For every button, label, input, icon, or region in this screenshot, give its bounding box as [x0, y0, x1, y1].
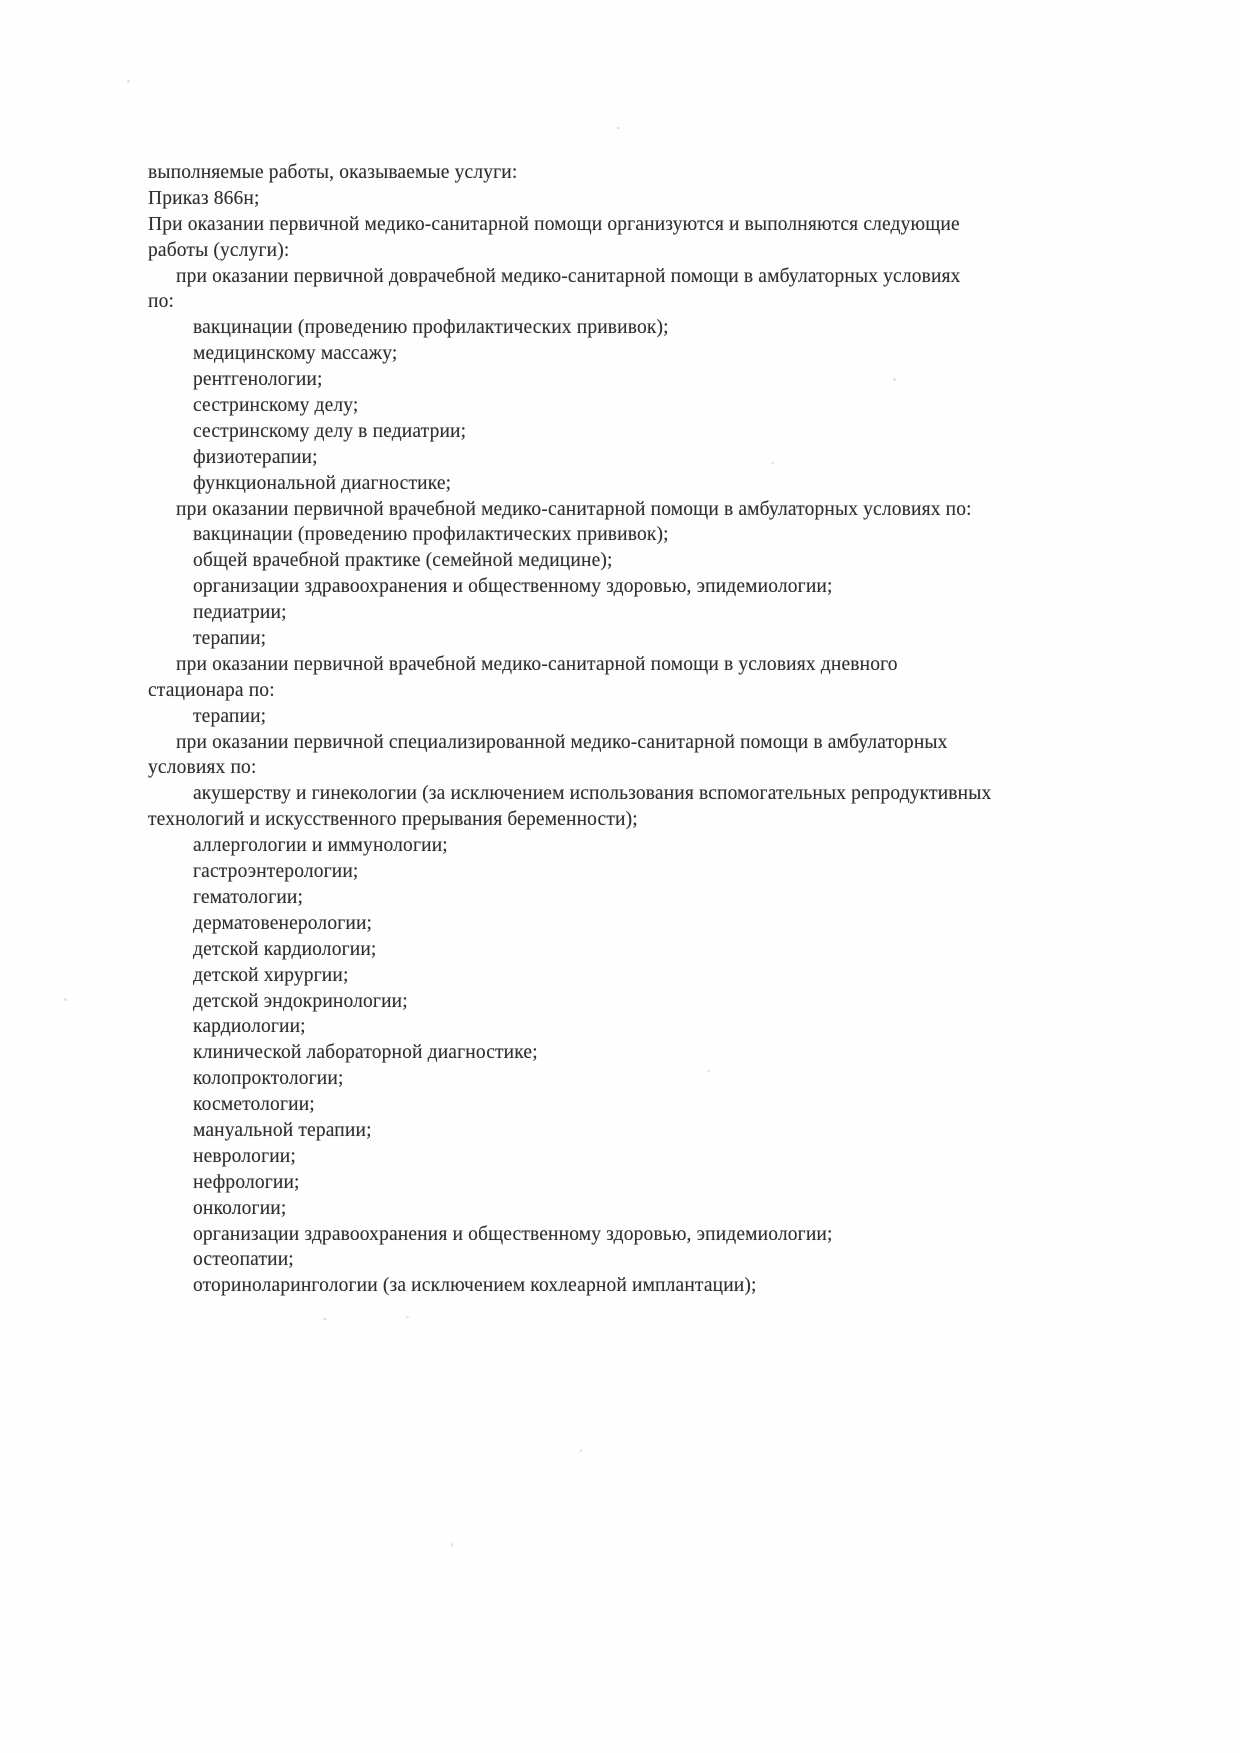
scan-artifact	[127, 80, 130, 83]
document-line: медицинскому массажу;	[193, 343, 398, 365]
document-line: сестринскому делу;	[193, 395, 359, 417]
document-line: организации здравоохранения и общественному здоровью, эпидемиологии;	[193, 1223, 833, 1245]
document-line: вакцинации (проведению профилактических прививок);	[193, 524, 669, 546]
document-line: организации здравоохранения и общественному здоровью, эпидемиологии;	[193, 576, 833, 598]
document-line: нефрологии;	[193, 1171, 300, 1193]
document-line: онкологии;	[193, 1197, 287, 1219]
scan-artifact	[771, 462, 774, 464]
document-line: рентгенологии;	[193, 369, 323, 391]
document-line: колопроктологии;	[193, 1068, 344, 1090]
document-line: общей врачебной практике (семейной медицине);	[193, 550, 613, 572]
document-line: сестринскому делу в педиатрии;	[193, 420, 467, 442]
document-line: при оказании первичной доврачебной медико-санитарной помощи в амбулаторных условиях	[176, 265, 961, 287]
document-line: физиотерапии;	[193, 446, 318, 468]
document-line: работы (услуги):	[148, 239, 290, 261]
document-line: функциональной диагностике;	[193, 472, 452, 494]
scan-artifact	[406, 1316, 409, 1318]
document-text-block	[148, 160, 1210, 1299]
document-line: остеопатии;	[193, 1249, 294, 1271]
document-line: гематологии;	[193, 886, 304, 908]
document-line: дерматовенерологии;	[193, 912, 373, 934]
document-line: педиатрии;	[193, 602, 287, 624]
document-line: терапии;	[193, 705, 267, 727]
document-line: по:	[148, 291, 175, 313]
document-line: акушерству и гинекологии (за исключением использования вспомогательных репродуктивных	[193, 783, 992, 805]
scan-artifact	[617, 127, 620, 129]
document-line: гастроэнтерологии;	[193, 861, 359, 883]
document-line: косметологии;	[193, 1094, 315, 1116]
document-line: кардиологии;	[193, 1016, 306, 1038]
scan-artifact	[64, 998, 67, 1001]
document-line: при оказании первичной врачебной медико-санитарной помощи в амбулаторных условиях по:	[176, 498, 972, 520]
document-line: технологий и искусственного прерывания беременности);	[148, 809, 638, 831]
document-line: при оказании первичной специализированной медико-санитарной помощи в амбулаторных	[176, 731, 948, 753]
document-line: детской хирургии;	[193, 964, 349, 986]
scan-artifact	[451, 1543, 453, 1547]
document-line: неврологии;	[193, 1145, 296, 1167]
document-line: детской эндокринологии;	[193, 990, 408, 1012]
document-line: оториноларингологии (за исключением кохлеарной имплантации);	[193, 1275, 757, 1297]
document-line: аллергологии и иммунологии;	[193, 835, 448, 857]
scan-artifact	[707, 1070, 710, 1072]
document-line: выполняемые работы, оказываемые услуги:	[148, 162, 518, 183]
document-line: вакцинации (проведению профилактических прививок);	[193, 317, 669, 339]
scan-artifact	[580, 1449, 582, 1452]
document-line: При оказании первичной медико-санитарной помощи организуются и выполняются следующие	[148, 213, 960, 235]
document-line: клинической лабораторной диагностике;	[193, 1042, 538, 1064]
document-line: при оказании первичной врачебной медико-санитарной помощи в условиях дневного	[176, 653, 898, 675]
document-line: детской кардиологии;	[193, 938, 377, 960]
document-line: условиях по:	[148, 757, 257, 779]
document-line: стационара по:	[148, 679, 275, 701]
scan-artifact	[893, 378, 896, 381]
document-line: терапии;	[193, 628, 267, 650]
document-line: Приказ 866н;	[148, 187, 260, 209]
document-line: мануальной терапии;	[193, 1119, 372, 1141]
scan-artifact	[323, 1318, 327, 1320]
